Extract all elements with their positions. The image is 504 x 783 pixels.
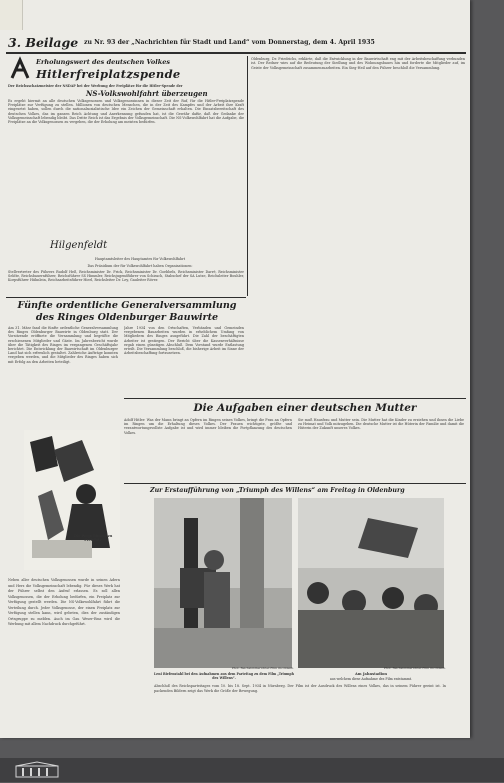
column-divider-top <box>247 56 248 296</box>
hilfswerk-list-intro: Das Präsidium der für Volkswohlfahrt haben Organisationen: <box>87 264 193 268</box>
hilfswerk-list: Stellvertreter des Führers Rudolf Heß, Reichsminister Dr. Frick, Reichsminister Dr. Goebbels, Reichsminister Darré, Reichsminister Seldte, Reichsbauernführer, Reichsführer SS Himmler, Reichsjugendführer von Schirach, Stabschef der SA Lutze, Reichsleiter Bouhler, Korpsführer Hühnlein, Reichsarbeitsführer Hierl, Reichsleiter Dr. Ley, Gauleiter Röver. <box>8 270 244 283</box>
section-rule-2 <box>124 398 466 399</box>
generalversammlung-title: Fünfte ordentliche Generalversammlung des Ringes Oldenburger Bauwirte <box>17 300 237 323</box>
generalversammlung-col2: Jahre 1934 von den Ortschaften, Verbänden und Gemeinden vergebenen Bauarbeiten wurden in erheblichem Umfang von Mitgliedern des Ringes ausgeführt. Die Zahl der beschäftigten Arbeiter ist gestiegen. Der Bericht über die Kassenverhältnisse ergab einen günstigen Abschluß. Dem Vorstand wurde Entlastung erteilt. Die Versammlung beschloß, die bisherige Arbeit im Sinne der Arbeitsbeschaffung fortzusetzen. <box>124 326 244 356</box>
hilfswerk-title: Hitlerfreiplatzspende <box>36 67 181 81</box>
riefenstahl-photo <box>154 498 292 668</box>
supplement-title: 3. Beilage <box>8 35 79 50</box>
section-rule-3 <box>124 483 466 484</box>
header-line: zu Nr. 93 der „Nachrichten für Stadt und Land“ vom Donnerstag, dem 4. April 1935 <box>84 39 375 46</box>
hilfswerk-signature: Hilgenfeldt <box>50 240 108 251</box>
photo1-credit: Phot. Reichsbildberichter-Film im Oldenb. <box>231 666 294 670</box>
mutter-col1: Adolf Hitler: Was der Mann bringt an Opfern im Ringen seines Volkes, bringt die Frau an Opfern im Ringen um die Erhaltung dieses Volkes. Der Frauen wichtigste, größte und verantwortungsvollste Aufgabe ist und wird immer bleiben die Fortpflanzung des deutschen Volkes. <box>124 418 292 435</box>
right-column-text: Oldenburg, Dr. Friedrichs, erklärte, daß die Entwicklung in der Bauwirtschaft eng mit der Arbeitsbeschaffung verbunden ist. Der Redner wies auf die Bedeutung der Siedlung und des Wohnungsbaues hin und forderte die Mitglieder auf, im Geiste der Volksgemeinschaft zusammenzuarbeiten. Ein Sieg-Heil auf den Führer beschloß die Versammlung. <box>251 57 465 70</box>
viewer-footer-bar <box>0 758 504 782</box>
hilfswerk-sig-role: Hauptamtsleiter des Hauptamtes für Volkswohlfahrt <box>94 257 186 261</box>
section-rule <box>6 297 246 298</box>
photo1-caption: Leni Riefenstahl bei den Aufnahmen aus dem Parteitag zu dem Film „Triumph des Willens“. <box>154 672 294 680</box>
hilfswerk-emblem-icon <box>8 56 34 82</box>
mutter-col2: Sie muß Hausfrau und Mutter sein. Die Mutter hat die Kinder zu erziehen und ihnen die Liebe zu Heimat und Volk mitzugeben. Die deutsche Mutter ist die Hüterin der Familie und damit die Hüterin der Zukunft unseres Volkes. <box>298 418 464 431</box>
header-rule <box>6 52 466 54</box>
photo2-credit: Phot. Reichsbildberichter-Film im Oldenb. <box>383 666 446 670</box>
freiplatz-poster-image <box>24 430 120 570</box>
mutter-title: Die Aufgaben einer deutschen Mutter <box>193 402 417 414</box>
bottom-right-text: Abschluß des Reichsparteitages vom 10. bis 18. Sept. 1934 in Nürnberg. Der Film ist der Ausdruck des Willens eines Volkes, das in seinem Führer geeint ist. In packenden Bildern zeigt das Werk die Größe der Bewegung. <box>154 684 446 693</box>
film-heading: Zur Erstaufführung von „Triumph des Willens“ am Freitag in Oldenburg <box>150 487 405 494</box>
poster-label: Die Wege hinaus zu Freiplatz <box>73 534 113 542</box>
hilfswerk-subline: Der Reichsschatzmeister der NSDAP bei der Werbung der Freiplätze für die Hitler-Spende der <box>8 84 183 88</box>
hilfswerk-kicker: Erholungswert des deutschen Volkes <box>36 58 171 66</box>
page-corner-tab <box>0 0 23 30</box>
left-column-text: Neben aller deutschen Volksgenossen wurde in seinen Adern und Herz die Volksgemeinschaft lebendig. Für dieses Werk hat der Führer selbst den Aufruf erlassen. Es soll allen Volksgenossen, die der Erholung bedürfen, ein Freiplatz zur Verfügung gestellt werden. Die NS-Volkswohlfahrt führt die Verteilung durch. Jeder Volksgenosse, der einen Freiplatz zur Verfügung stellen kann, wird gebeten, dies der zuständigen Ortsgruppe zu melden. Auch im Gau Weser-Ems wird die Werbung mit allem Nachdruck durchgeführt. <box>8 578 120 626</box>
generalversammlung-col1: Am 31. März fand die fünfte ordentliche Generalversammlung des Ringes Oldenburger Bauwirte in Oldenburg statt. Der Vorsitzende eröffnete die Versammlung und begrüßte die erschienenen Mitglieder und Gäste. Im Jahresbericht wurde über die Tätigkeit des Ringes im vergangenen Geschäftsjahr berichtet. Die Entwicklung der Bauwirtschaft im Oldenburger Land hat sich erfreulich gestaltet. Zahlreiche Aufträge konnten vergeben werden, und die Mitglieder des Ringes haben sich mit Erfolg an den Arbeiten beteiligt. <box>8 326 118 364</box>
hilfswerk-subtitle: NS-Volkswohlfahrt überzeugen <box>86 89 208 98</box>
hilfswerk-body: Es ergeht hiermit an alle deutschen Volksgenossen und Volksgenossinnen in dieser Zeit der Ruf, für die Hitler-Freiplatzspende Freiplätze zur Verfügung zu stellen. Millionen von deutschen Menschen, die in der Zeit des Kampfes und der Arbeit ihre Kraft eingesetzt haben, sollen durch die nationalsozialistische Idee ein Zeichen der Gemeinschaft erhalten. Die Einsatzbereitschaft des deutschen Volkes, das im ganzen Reich Achtung und Anerkennung gefunden hat, ist die Gewähr dafür, daß der Gedanke der Volksgemeinschaft lebendig bleibt. Das Dritte Reich ist das Ergebnis der Volksgemeinschaft. Die NS-Volkswohlfahrt hat die Aufgabe, die Freiplätze an die Volksgenossen zu vergeben, die der Erholung am meisten bedürfen. <box>8 99 244 125</box>
library-logo-icon <box>14 761 60 779</box>
jahnstadion-photo <box>298 498 444 668</box>
photo2-caption: Am Jahnstadion <box>355 672 387 676</box>
photo2-caption-b: aus welchem diese Aufnahme des Film entstammt. <box>329 677 413 681</box>
